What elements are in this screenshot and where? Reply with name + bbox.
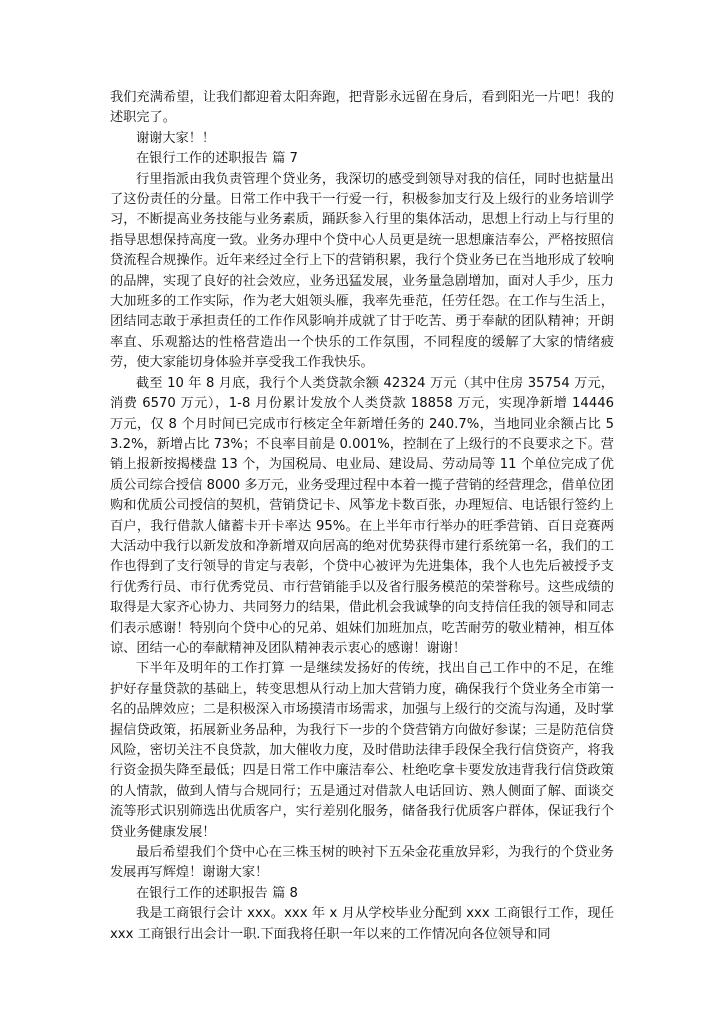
document-body [110, 88, 614, 945]
paragraph-performance-figures: 截至 10 年 8 月底，我行个人类贷款余额 42324 万元（其中住房 35754 万元，消费 6570 万元），1-8 月份累计发放个人类贷款 18858 万元，实现净新增 14446 万元，仅 8 个月时间已完成市行核定全年新增任务的 240.7%，当地同业余额占比 53.2%，新增占比 73%；不良率目前是 0.001%，控制在了上级行的不良要求之下。营销上报新按揭楼盘 13 个，为国税局、电业局、建设局、劳动局等 11 个单位完成了优质公司综合授信 8000 多万元，业务受理过程中本着一揽子营销的经营理念，借单位团购和优质公司授信的契机，营销贷记卡、风筝龙卡数百张，办理短信、电话银行签约上百户，我行借款人储蓄卡开卡率达 95%。在上半年市行举办的旺季营销、百日竞赛两大活动中我行以新发放和净新增双向居高的绝对优势获得市建行系统第一名，我们的工作也得到了支行领导的肯定与表彰，个贷中心被评为先进集体，我个人也先后被授予支行优秀行员、市行优秀党员、市行营销能手以及省行服务模范的荣誉称号。这些成绩的取得是大家齐心协力、共同努力的结果，借此机会我诚挚的向支持信任我的领导和同志们表示感谢！特别向个贷中心的兄弟、姐妹们加班加点，吃苦耐劳的敬业精神，相互体谅、团结一心的奉献精神及团队精神表示衷心的感谢！谢谢！ [110, 375, 614, 656]
paragraph-thanks: 谢谢大家！！ [136, 130, 216, 146]
section-heading-8: 在银行工作的述职报告 篇 8 [136, 885, 298, 901]
paragraph-final-wish: 最后希望我们个贷中心在三株玉树的映衬下五朵金花重放异彩，为我行的个贷业务发展再写辉煌！谢谢大家！ [110, 845, 614, 881]
paragraph-responsibility: 行里指派由我负责管理个贷业务，我深切的感受到领导对我的信任，同时也掂量出了这份责任的分量。日常工作中我干一行爱一行，积极参加支行及上级行的业务培训学习，不断提高业务技能与业务素质，踊跃参入行里的集体活动，思想上行动上与行里的指导思想保持高度一致。业务办理中个贷中心人员更是统一思想廉洁奉公，严格按照信贷流程合规操作。近年来经过全行上下的营销积累，我行个贷业务已在当地形成了较响的品牌，实现了良好的社会效应，业务迅猛发展，业务量急剧增加，面对人手少，压力大加班多的工作实际，作为老大姐领头雁，我率先垂范，任劳任怨。在工作与生活上，团结同志敢于承担责任的工作作风影响并成就了甘于吃苦、勇于奉献的团队精神；开朗率直、乐观豁达的性格营造出一个快乐的工作氛围，不同程度的缓解了大家的情绪疲劳，使大家能切身体验并享受我工作我快乐。 [110, 171, 614, 371]
paragraph-closing-line: 我们充满希望，让我们都迎着太阳奔跑，把背影永远留在身后，看到阳光一片吧！我的述职完了。 [110, 90, 614, 126]
section-heading-7: 在银行工作的述职报告 篇 7 [136, 151, 298, 167]
paragraph-introduction: 我是工商银行会计 xxx。xxx 年 x 月从学校毕业分配到 xxx 工商银行工作，现任 xxx 工商银行出会计一职.下面我将任职一年以来的工作情况向各位领导和同 [110, 906, 614, 942]
paragraph-work-plan: 下半年及明年的工作打算 一是继续发扬好的传统，找出自己工作中的不足，在维护好存量贷款的基础上，转变思想从行动上加大营销力度，确保我行个贷业务全市第一名的品牌效应；二是积极深入市场摸清市场需求，加强与上级行的交流与沟通，及时掌握信贷政策，拓展新业务品种，为我行下一步的个贷营销方向做好参谋；三是防范信贷风险，密切关注不良贷款，加大催收力度，及时借助法律手段保全我行信贷资产，将我行资金损失降至最低；四是日常工作中廉洁奉公、杜绝吃拿卡要发放违背我行信贷政策的人情款，做到人情与合规同行；五是通过对借款人电话回访、熟人侧面了解、面谈交流等形式识别筛选出优质客户，实行差别化服务，储备我行优质客户群体，保证我行个贷业务健康发展！ [110, 661, 614, 840]
